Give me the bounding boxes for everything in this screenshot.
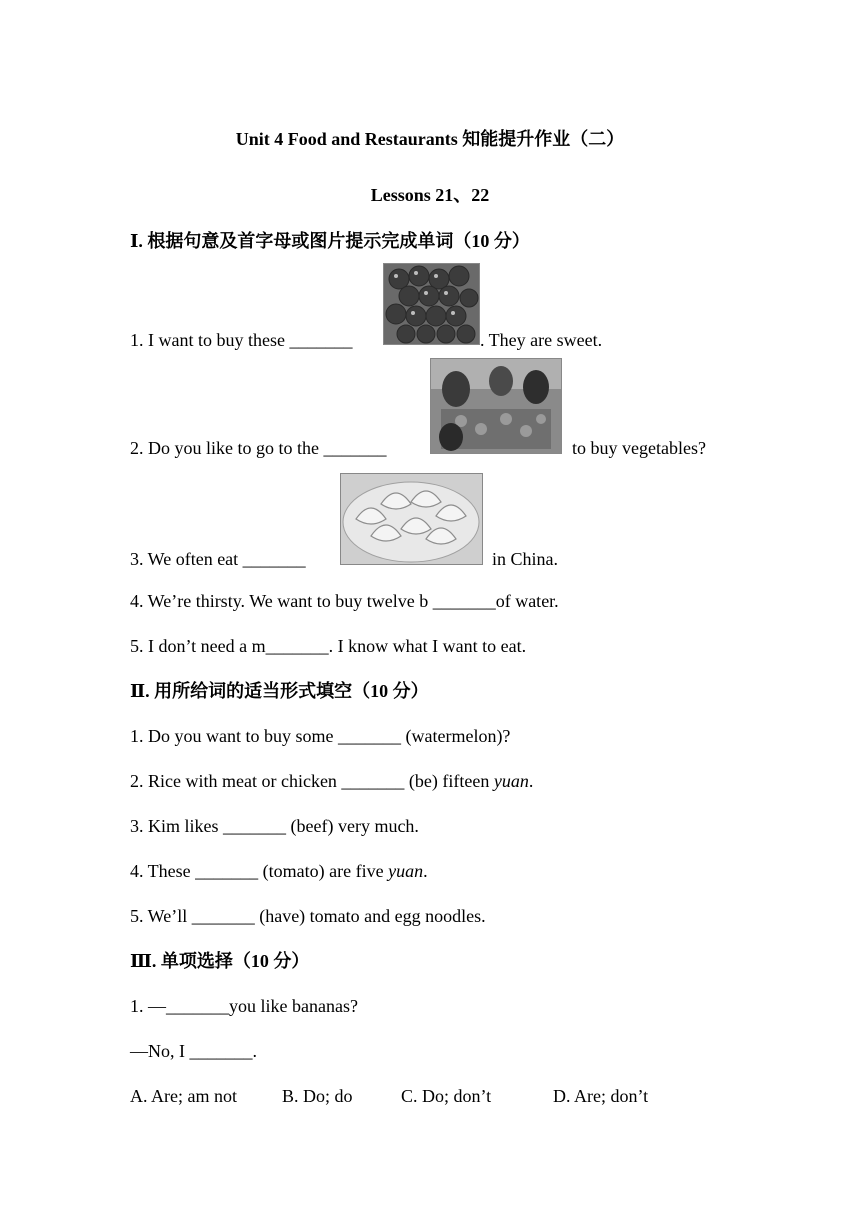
s1-item-1-part-a: 1. I want to buy these _______ (130, 330, 353, 350)
s2-item-4-part-a: 4. These _______ (tomato) are five (130, 861, 389, 881)
s3-option-a: A. Are; am not (130, 1086, 237, 1106)
s2-item-5: 5. We’ll _______ (have) tomato and egg noodles. (130, 906, 486, 926)
s2-item-2-part-b: . (528, 771, 534, 791)
s3-option-c: C. Do; don’t (401, 1086, 492, 1106)
s1-item-2-part-a: 2. Do you like to go to the _______ (130, 438, 387, 458)
grapes-photo (383, 263, 480, 345)
s2-item-2 (130, 769, 533, 793)
lessons-subtitle: Lessons 21、22 (370, 185, 490, 205)
s3-question-1: 1. —_______you like bananas? (130, 996, 358, 1016)
s1-item-1-part-b: . They are sweet. (480, 330, 603, 350)
s1-item-2-part-b: to buy vegetables? (572, 438, 706, 458)
s1-item-3-part-b: in China. (492, 549, 558, 569)
s1-item-5: 5. I don’t need a m_______. I know what I want to eat. (130, 636, 527, 656)
dumplings-photo (340, 473, 483, 565)
document-title: Unit 4 Food and Restaurants 知能提升作业（二） (235, 129, 625, 149)
s2-item-3: 3. Kim likes _______ (beef) very much. (130, 816, 419, 836)
s3-option-b: B. Do; do (282, 1086, 353, 1106)
s1-item-4: 4. We’re thirsty. We want to buy twelve b _______of water. (130, 591, 559, 611)
s2-item-4-part-b: . (423, 861, 428, 881)
section-2-heading: Ⅱ. 用所给词的适当形式填空（10 分） (130, 681, 429, 701)
market-photo (430, 358, 562, 454)
section-3-heading: Ⅲ. 单项选择（10 分） (130, 951, 310, 971)
s2-item-1: 1. Do you want to buy some _______ (watermelon)? (130, 726, 511, 746)
s1-item-3-part-a: 3. We often eat _______ (130, 549, 306, 569)
section-1-heading: Ⅰ. 根据句意及首字母或图片提示完成单词（10 分） (130, 231, 530, 251)
s2-item-4 (130, 859, 428, 883)
s2-item-2-yuan: yuan (493, 771, 529, 791)
s1-item-1 (130, 328, 352, 352)
s2-item-4-yuan: yuan (388, 861, 424, 881)
s3-option-d: D. Are; don’t (553, 1086, 649, 1106)
s3-question-1-answer: —No, I _______. (130, 1041, 257, 1061)
s2-item-2-part-a: 2. Rice with meat or chicken _______ (be) fifteen (130, 771, 494, 791)
